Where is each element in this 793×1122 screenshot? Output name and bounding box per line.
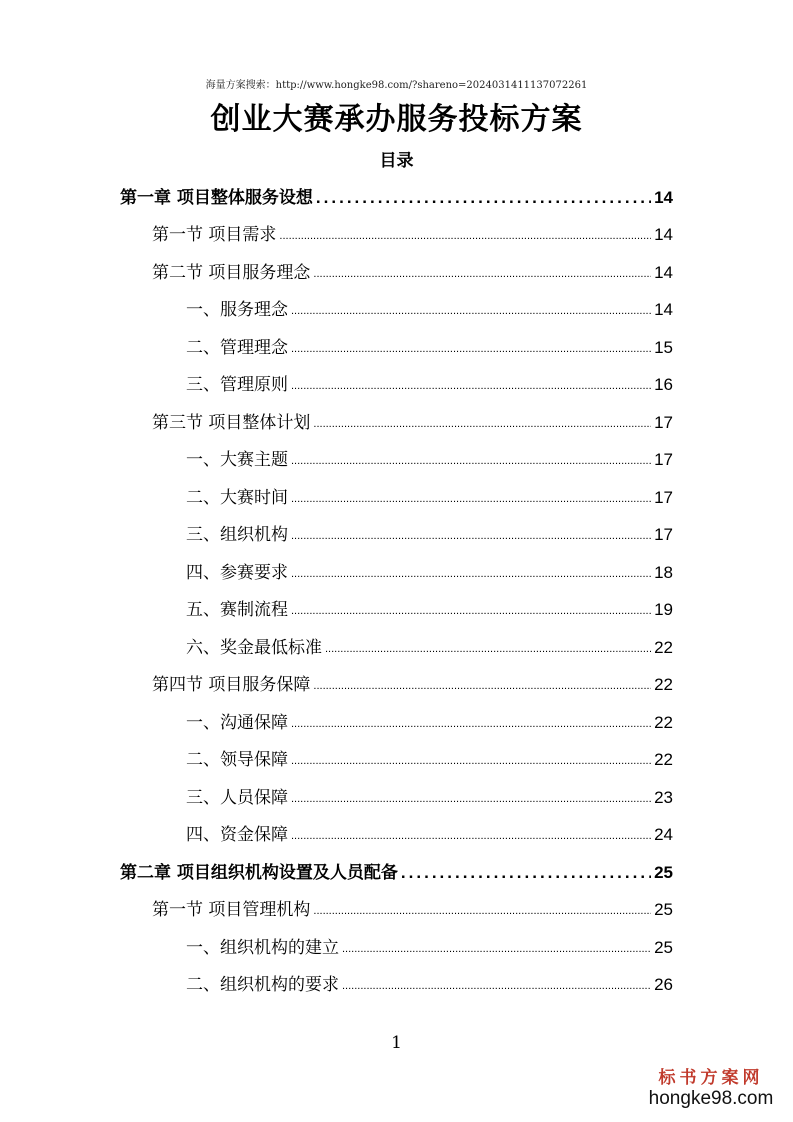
toc-entry-label: 六、奖金最低标准 [186,637,322,658]
toc-entry-label: 五、赛制流程 [186,600,288,620]
toc-entry-label: 三、管理原则 [186,375,288,395]
toc-dot-leader [291,830,651,842]
toc-entry-label: 二、大赛时间 [186,487,288,508]
toc-entry[interactable] [120,964,673,1002]
toc-dot-leader [291,380,651,392]
toc-dot-leader [291,755,651,767]
toc-entry[interactable] [120,589,673,627]
toc-entry[interactable] [120,701,673,739]
toc-dot-leader [313,418,651,430]
toc-dot-leader [342,943,651,955]
toc-entry-page: 14 [654,300,673,319]
toc-entry-page: 22 [654,712,673,732]
toc-entry-page: 22 [654,675,673,694]
toc-entry-page: 17 [654,525,673,544]
toc-dot-leader [325,643,651,655]
toc-entry-page: 14 [654,262,673,282]
toc-entry[interactable] [120,251,673,289]
header-search-text: 海量方案搜索：http://www.hongke98.com/?shareno=2024031411137072261 [205,80,588,91]
toc-dot-leader [291,605,651,617]
toc-dot-leader [342,980,651,992]
toc-dot-leader [316,188,651,208]
toc-dot-leader [313,268,651,280]
toc-entry-page: 25 [654,862,673,882]
toc-entry-label: 第一节 项目需求 [152,225,277,245]
toc-entry[interactable] [120,776,673,814]
toc-dot-leader [291,568,651,580]
toc-entry-page: 19 [654,600,673,619]
toc-entry-label: 第二章 项目组织机构设置及人员配备 [120,862,398,883]
toc-entry-label: 第一节 项目管理机构 [152,900,311,920]
toc-entry-page: 16 [654,375,673,394]
toc-entry-page: 17 [654,487,673,507]
toc-entry-page: 24 [654,825,673,844]
toc-entry[interactable] [120,214,673,252]
toc-dot-leader [313,905,651,917]
toc-entry[interactable] [120,289,673,327]
toc-heading: 目录 [379,151,414,171]
toc-entry[interactable] [120,926,673,964]
toc-entry[interactable] [120,514,673,552]
toc-entry[interactable] [120,889,673,927]
toc-entry-label: 二、管理理念 [186,337,288,358]
watermark-domain: hongke98.com [648,1088,774,1109]
toc-entry[interactable] [120,439,673,477]
toc-dot-leader [313,680,651,692]
toc-entry[interactable] [120,551,673,589]
toc-entry-label: 一、沟通保障 [186,712,288,733]
toc-entry[interactable] [120,401,673,439]
toc-entry-label: 第三节 项目整体计划 [152,412,311,433]
toc-entry-page: 25 [654,900,673,919]
toc-entry[interactable] [120,626,673,664]
toc-entry-page: 23 [654,787,673,807]
toc-entry-page: 25 [654,937,673,957]
toc-entry-page: 14 [654,225,673,244]
toc-entry-page: 15 [654,337,673,357]
toc-entry-label: 一、服务理念 [186,300,288,320]
toc-dot-leader [291,793,651,805]
toc-entry-label: 第四节 项目服务保障 [152,675,311,695]
watermark-site-name: 标书方案网 [658,1068,764,1088]
toc-entry-label: 二、领导保障 [186,750,288,770]
toc-entry-label: 三、人员保障 [186,787,288,808]
toc-entry-page: 18 [654,562,673,582]
toc-entry[interactable] [120,739,673,777]
toc-entry-label: 四、参赛要求 [186,562,288,583]
toc-entry-label: 一、大赛主题 [186,450,288,470]
toc-dot-leader [291,343,651,355]
toc-dot-leader [291,530,651,542]
toc-entry[interactable] [120,476,673,514]
toc-entry-page: 14 [654,187,673,207]
toc-entry-page: 26 [654,975,673,994]
toc-entry[interactable] [120,851,673,889]
toc-entry-page: 17 [654,412,673,432]
toc-dot-leader [291,455,651,467]
toc-entry-label: 四、资金保障 [186,825,288,845]
toc-dot-leader [401,863,651,883]
toc-dot-leader [291,718,651,730]
toc-dot-leader [291,493,651,505]
toc-entry[interactable] [120,326,673,364]
toc-entry[interactable] [120,814,673,852]
toc-dot-leader [279,230,651,242]
table-of-contents [120,176,673,1001]
toc-entry-page: 22 [654,750,673,769]
toc-entry-label: 二、组织机构的要求 [186,975,339,995]
toc-entry[interactable] [120,176,673,214]
watermark-logo [641,1063,781,1110]
toc-entry[interactable] [120,664,673,702]
page-number: 1 [391,1033,402,1053]
toc-entry-label: 三、组织机构 [186,525,288,545]
toc-entry-label: 第一章 项目整体服务设想 [120,187,313,208]
document-title: 创业大赛承办服务投标方案 [210,102,583,137]
toc-entry-page: 22 [654,637,673,657]
toc-dot-leader [291,305,651,317]
toc-entry-page: 17 [654,450,673,469]
toc-entry-label: 一、组织机构的建立 [186,937,339,958]
toc-entry[interactable] [120,364,673,402]
toc-entry-label: 第二节 项目服务理念 [152,262,311,283]
